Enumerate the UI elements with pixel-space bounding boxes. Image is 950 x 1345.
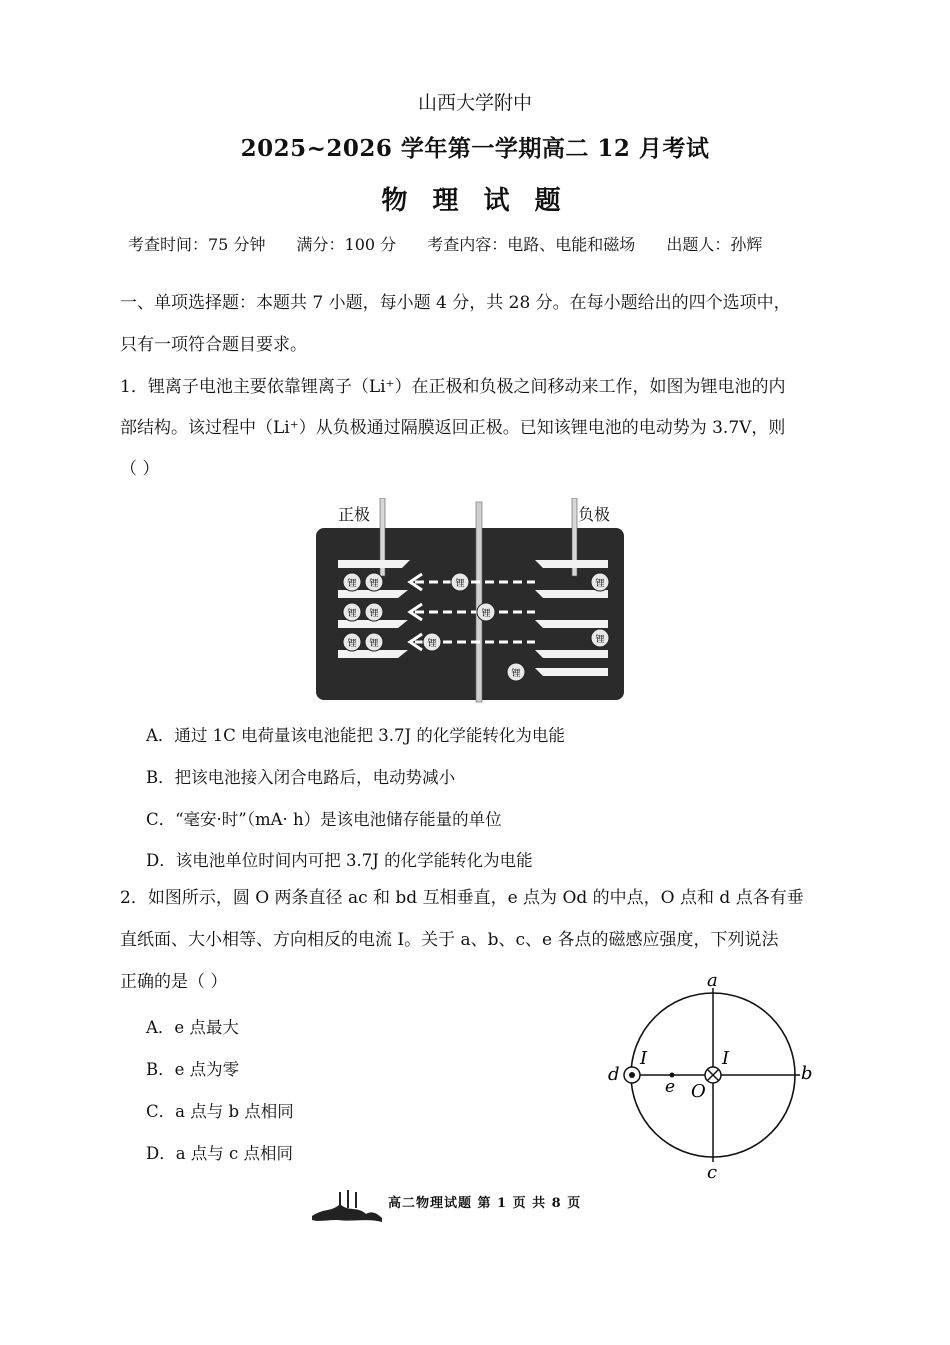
q2-line1: 2．如图所示，圆 O 两条直径 ac 和 bd 互相垂直，e 点为 Od 的中点，O 点和 d 点各有垂 <box>120 888 804 908</box>
exam-author: 出题人：孙辉 <box>666 235 763 254</box>
q1-option-b: B．把该电池接入闭合电路后，电动势减小 <box>146 768 456 787</box>
battery-diagram <box>310 498 632 708</box>
lithium-ion <box>451 573 469 591</box>
exam-info <box>128 232 788 255</box>
svg-text:锂: 锂 <box>369 639 379 649</box>
q2-option-c: C．a 点与 b 点相同 <box>146 1102 294 1121</box>
svg-text:锂: 锂 <box>369 579 379 589</box>
q1-line3: （ ） <box>120 459 160 479</box>
positive-plate <box>338 560 410 568</box>
negative-plate <box>535 650 608 658</box>
circle-figure <box>598 966 828 1186</box>
lithium-ion <box>365 603 383 621</box>
label-d: d <box>608 1064 620 1085</box>
label-a: a <box>707 970 718 991</box>
negative-plate <box>535 560 608 568</box>
subject-title: 物 理 试 题 <box>381 186 569 216</box>
positive-label: 正极 <box>338 505 371 524</box>
page-footer: 高二物理试题 第 1 页 共 8 页 <box>388 1196 582 1211</box>
lithium-ion <box>343 573 361 591</box>
lithium-ion <box>477 603 495 621</box>
exam-time: 考查时间：75 分钟 <box>128 235 266 254</box>
exam-title: 2025~2026 学年第一学期高二 12 月考试 <box>240 135 710 162</box>
svg-text:锂: 锂 <box>347 579 357 589</box>
scan-mark-icon <box>310 1186 384 1226</box>
section1-line1: 一、单项选择题：本题共 7 小题，每小题 4 分，共 28 分。在每小题给出的四个选项中， <box>120 293 791 313</box>
exam-content: 考查内容：电路、电能和磁场 <box>427 235 636 254</box>
q2-option-b: B．e 点为零 <box>146 1060 240 1079</box>
q2-option-d: D．a 点与 c 点相同 <box>146 1144 294 1163</box>
lithium-ion <box>365 633 383 651</box>
lithium-ion <box>591 629 609 647</box>
svg-text:锂: 锂 <box>595 579 605 589</box>
svg-text:锂: 锂 <box>347 609 357 619</box>
svg-text:锂: 锂 <box>455 579 465 589</box>
svg-text:锂: 锂 <box>369 609 379 619</box>
svg-text:锂: 锂 <box>595 635 605 645</box>
label-b: b <box>801 1063 813 1084</box>
label-i-left: I <box>640 1048 648 1069</box>
separator <box>476 502 482 702</box>
q1-option-d: D．该电池单位时间内可把 3.7J 的化学能转化为电能 <box>146 851 533 870</box>
svg-text:锂: 锂 <box>481 609 491 619</box>
current-in-icon <box>705 1067 721 1083</box>
svg-text:锂: 锂 <box>427 639 437 649</box>
negative-plate <box>535 590 608 598</box>
lithium-ion <box>343 633 361 651</box>
label-e: e <box>665 1077 676 1097</box>
q1-line1: 1．锂离子电池主要依靠锂离子（Li⁺）在正极和负极之间移动来工作，如图为锂电池的内 <box>120 377 786 397</box>
lithium-ion <box>591 573 609 591</box>
negative-plate <box>535 668 608 676</box>
lithium-ion <box>507 663 525 681</box>
current-out-icon <box>624 1067 640 1083</box>
q1-option-c: C．“毫安·时”（mA· h）是该电池储存能量的单位 <box>146 810 502 829</box>
exam-score: 满分：100 分 <box>296 235 397 254</box>
q2-line2: 直纸面、大小相等、方向相反的电流 I。关于 a、b、c、e 各点的磁感应强度，下列说法 <box>120 930 779 950</box>
q1-line2: 部结构。该过程中（Li⁺）从负极通过隔膜返回正极。已知该锂电池的电动势为 3.7V，则 <box>120 418 786 438</box>
svg-text:锂: 锂 <box>511 669 521 679</box>
q2-line3: 正确的是（ ） <box>120 972 228 992</box>
lithium-ion <box>343 603 361 621</box>
negative-plate <box>535 620 608 628</box>
svg-text:锂: 锂 <box>347 639 357 649</box>
section1-line2: 只有一项符合题目要求。 <box>120 335 307 355</box>
negative-label: 负极 <box>578 505 611 524</box>
battery-figure <box>310 498 632 708</box>
school-name: 山西大学附中 <box>417 92 532 114</box>
label-i-center: I <box>722 1048 730 1069</box>
label-c: c <box>707 1162 718 1183</box>
scan-mark <box>310 1186 384 1226</box>
circle-diagram <box>598 966 828 1186</box>
q1-option-a: A．通过 1C 电荷量该电池能把 3.7J 的化学能转化为电能 <box>146 726 565 745</box>
lithium-ion <box>365 573 383 591</box>
lithium-ion <box>423 633 441 651</box>
q2-option-a: A．e 点最大 <box>146 1018 239 1037</box>
label-o: O <box>691 1081 706 1102</box>
